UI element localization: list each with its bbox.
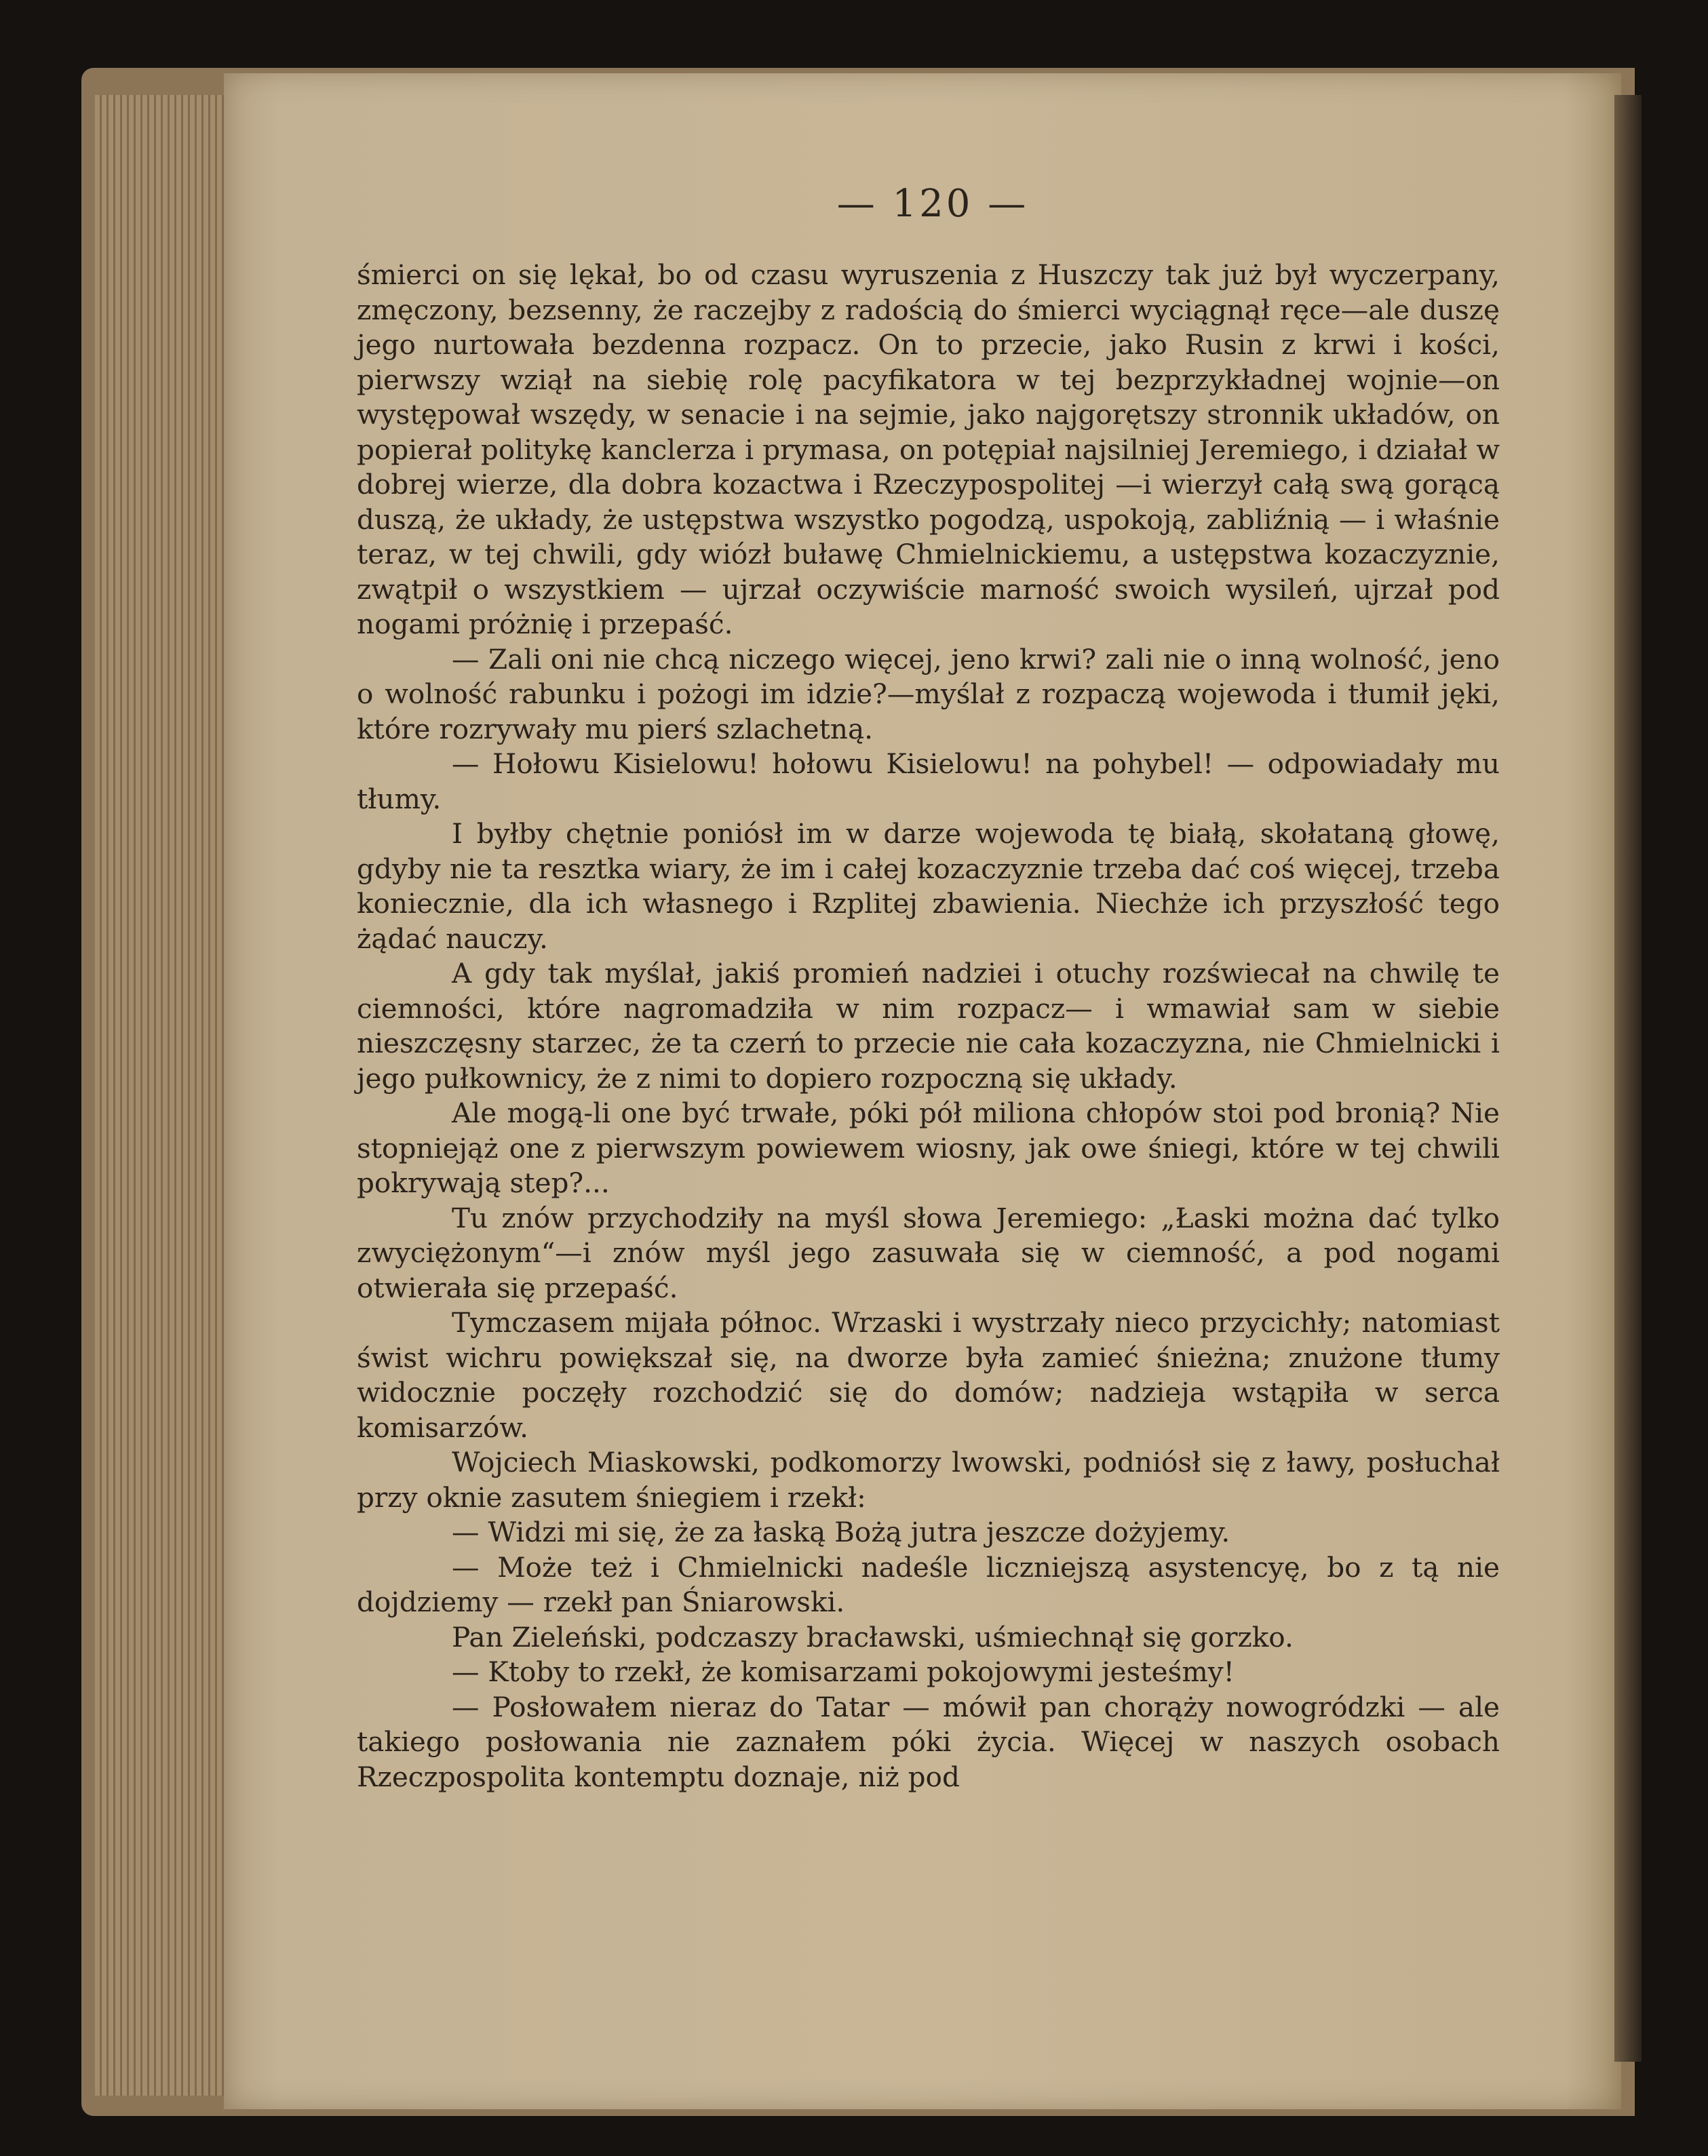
page-text [357, 258, 1500, 1795]
paragraph-10: — Widzi mi się, że za łaską Bożą jutra jeszcze dożyjemy. [452, 1516, 1230, 1548]
paragraph-7: Tu znów przychodziły na myśl słowa Jeremiego: „Łaski można dać tylko zwyciężonym“—i znów myśl jego zasuwała się w ciemność, a pod nogami otwierała się przepaść. [357, 1201, 1500, 1304]
page-edges [95, 95, 244, 2096]
paragraph-1: śmierci on się lękał, bo od czasu wyruszenia z Huszczy tak już był wyczerpany, zmęczony, bezsenny, że raczejby z radością do śmierci wyciągnął ręce—ale duszę jego nurtowała bezdenna rozpacz. On to przecie, jako Rusin z krwi i kości, pierwszy wziął na siebię rolę pacyfikatora w tej bezprzykładnej wojnie—on występował wszędy, w senacie i na sejmie, jako najgorętszy stronnik układów, on popierał politykę kanclerza i prymasa, on potępiał najsilniej Jeremiego, i działał w dobrej wierze, dla dobra kozactwa i Rzeczypospolitej —i wierzył całą swą gorącą duszą, że układy, że ustępstwa wszystko pogodzą, uspokoją, zabliźnią — i właśnie teraz, w tej chwili, gdy wiózł buławę Chmielnickiemu, a ustępstwa kozaczyznie, zwątpił o wszystkiem — ujrzał oczywiście marność swoich wysileń, ujrzał pod nogami próżnię i przepaść. [357, 258, 1500, 640]
paragraph-12: Pan Zieleński, podczaszy bracławski, uśmiechnął się gorzko. [452, 1620, 1294, 1653]
paragraph-5: A gdy tak myślał, jakiś promień nadziei i otuchy rozświecał na chwilę te ciemności, które nagromadziła w nim rozpacz— i wmawiał sam w siebie nieszczęsny starzec, że ta czerń to przecie nie cała kozaczyzna, nie Chmielnicki i jego pułkownicy, że z nimi to dopiero rozpoczną się układy. [357, 957, 1500, 1095]
paragraph-13: — Ktoby to rzekł, że komisarzami pokojowymi jesteśmy! [452, 1655, 1235, 1688]
page-right-edge [1614, 95, 1642, 2062]
paragraph-11: — Może też i Chmielnicki nadeśle liczniejszą asystencyę, bo z tą nie dojdziemy — rzekł pan Śniarowski. [357, 1550, 1500, 1618]
paragraph-14: — Posłowałem nieraz do Tatar — mówił pan chorąży nowogródzki — ale takiego posłowania nie zaznałem póki życia. Więcej w naszych osobach Rzeczpospolita kontemptu doznaje, niż pod [357, 1690, 1500, 1793]
paragraph-2: — Zali oni nie chcą niczego więcej, jeno krwi? zali nie o inną wolność, jeno o wolność rabunku i pożogi im idzie?—myślał z rozpaczą wojewoda i tłumił jęki, które rozrywały mu pierś szlachetną. [357, 642, 1500, 745]
paragraph-9: Wojciech Miaskowski, podkomorzy lwowski, podniósł się z ławy, posłuchał przy oknie zasutem śniegiem i rzekł: [357, 1446, 1500, 1514]
paragraph-6: Ale mogą-li one być trwałe, póki pół miliona chłopów stoi pod bronią? Nie stopniejąż one z pierwszym powiewem wiosny, jak owe śniegi, które w tej chwili pokrywają step?... [357, 1097, 1500, 1199]
paragraph-4: I byłby chętnie poniósł im w darze wojewoda tę białą, skołataną głowę, gdyby nie ta resztka wiary, że im i całej kozaczyznie trzeba dać coś więcej, trzeba koniecznie, dla ich własnego i Rzplitej zbawienia. Niechże ich przyszłość tego żądać nauczy. [357, 817, 1500, 955]
paragraph-8: Tymczasem mijała północ. Wrzaski i wystrzały nieco przycichły; natomiast świst wichru powiększał się, na dworze była zamieć śnieżna; znużone tłumy widocznie poczęły rozchodzić się do domów; nadzieja wstąpiła w serca komisarzów. [357, 1306, 1500, 1444]
page-number: — 120 — [836, 182, 1029, 226]
paragraph-3: — Hołowu Kisielowu! hołowu Kisielowu! na pohybel! — odpowiadały mu tłumy. [357, 747, 1500, 815]
